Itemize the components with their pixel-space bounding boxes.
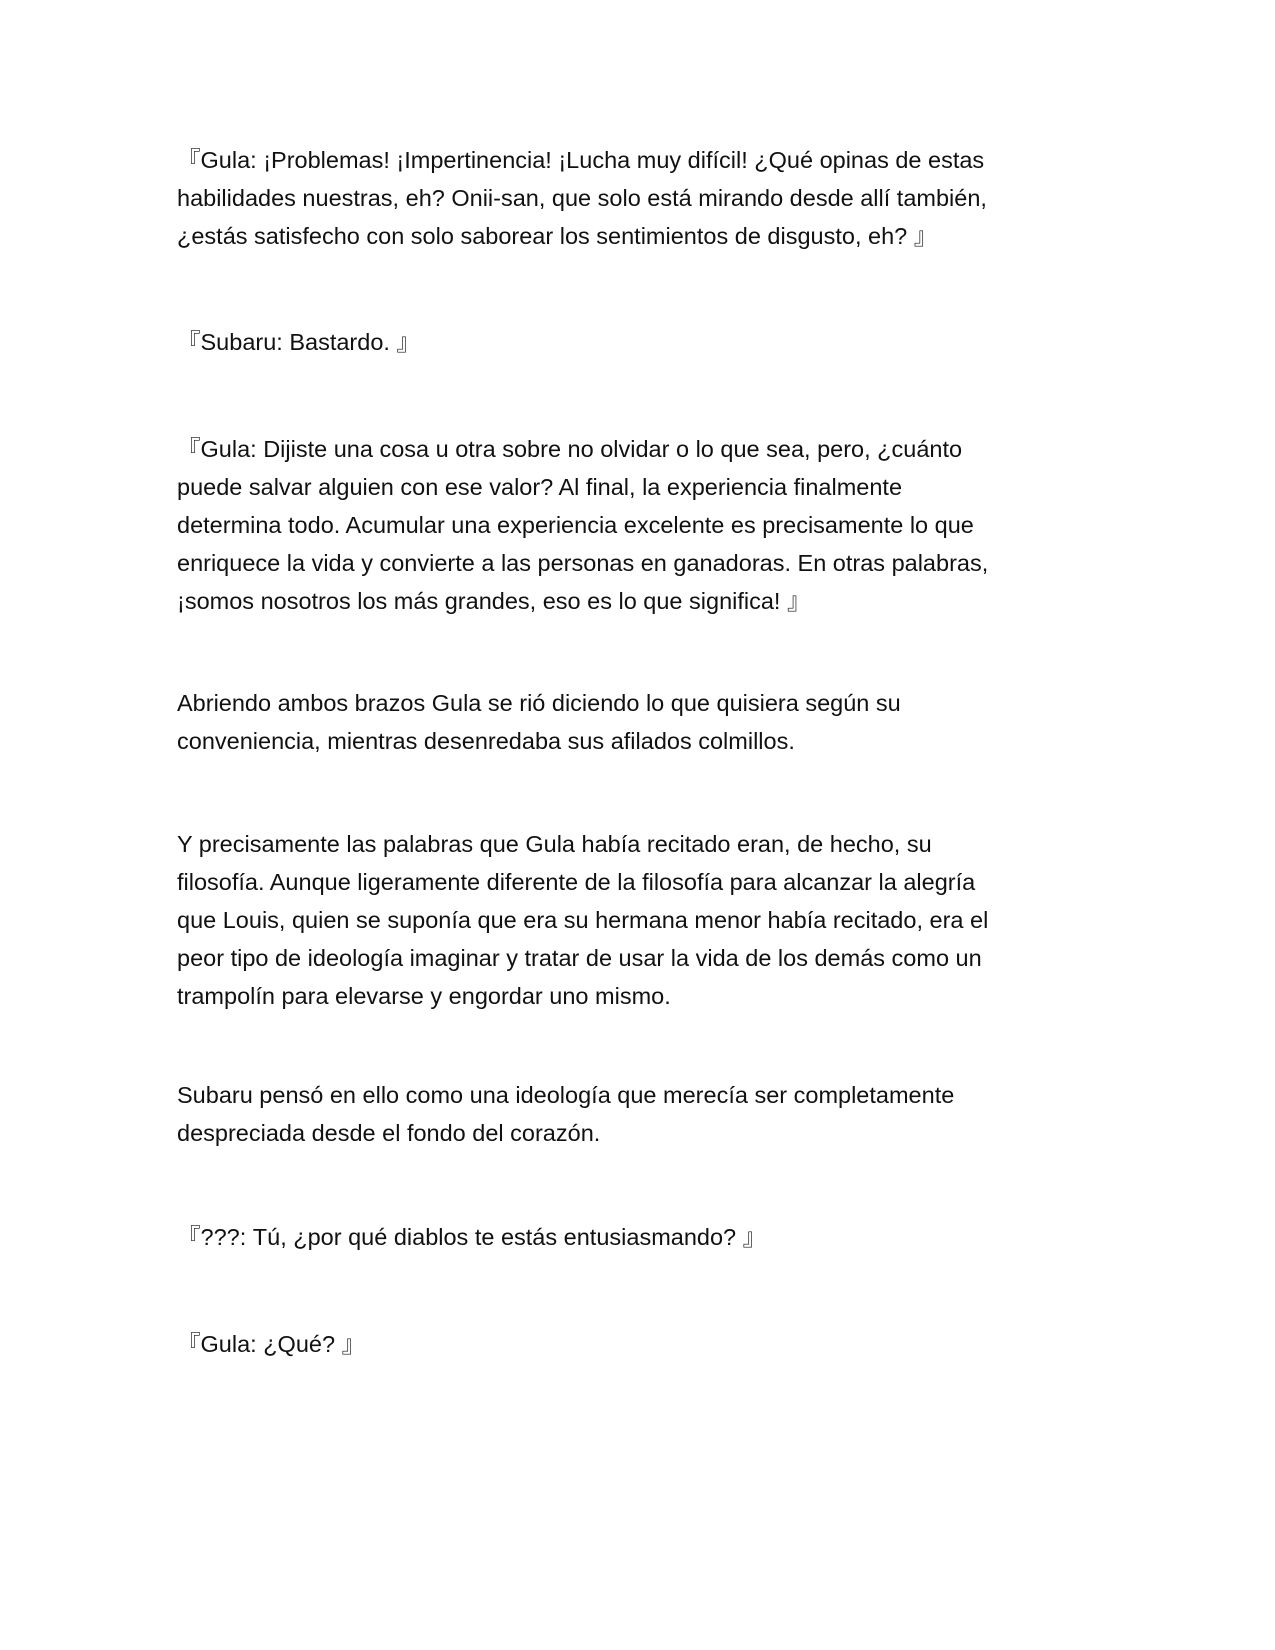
narration-3: Subaru pensó en ello como una ideología que merecía ser completamente despreciada desde el fondo del corazón. (177, 1082, 955, 1146)
dialogue-gula-3: 『Gula: ¿Qué? 』 (177, 1331, 366, 1357)
dialogue-subaru-1: 『Subaru: Bastardo. 』 (177, 329, 420, 355)
narration-2: Y precisamente las palabras que Gula había recitado eran, de hecho, su filosofía. Aunque ligeramente diferente de la filosofía para alcanzar la alegría que Louis, quien se suponía que era su hermana menor había recitado, era el peor tipo de ideología imaginar y tratar de usar la vida de los demás como un trampolín para elevarse y engordar uno mismo. (177, 831, 989, 1009)
dialogue-gula-1: 『Gula: ¡Problemas! ¡Impertinencia! ¡Lucha muy difícil! ¿Qué opinas de estas habilidades nuestras, eh? Onii-san, que solo está mirando desde allí también, ¿estás satisfecho con solo saborear los sentimientos de disgusto, eh? 』 (177, 147, 987, 249)
narration-1: Abriendo ambos brazos Gula se rió diciendo lo que quisiera según su conveniencia, mientras desenredaba sus afilados colmillos. (177, 690, 901, 754)
dialogue-gula-2: 『Gula: Dijiste una cosa u otra sobre no olvidar o lo que sea, pero, ¿cuánto puede salvar alguien con ese valor? Al final, la experiencia finalmente determina todo. Acumular una experiencia excelente es precisamente lo que enriquece la vida y convierte a las personas en ganadoras. En otras palabras, ¡somos nosotros los más grandes, eso es lo que significa! 』 (177, 436, 989, 614)
dialogue-unknown-1: 『???: Tú, ¿por qué diablos te estás entusiasmando? 』 (177, 1224, 767, 1250)
